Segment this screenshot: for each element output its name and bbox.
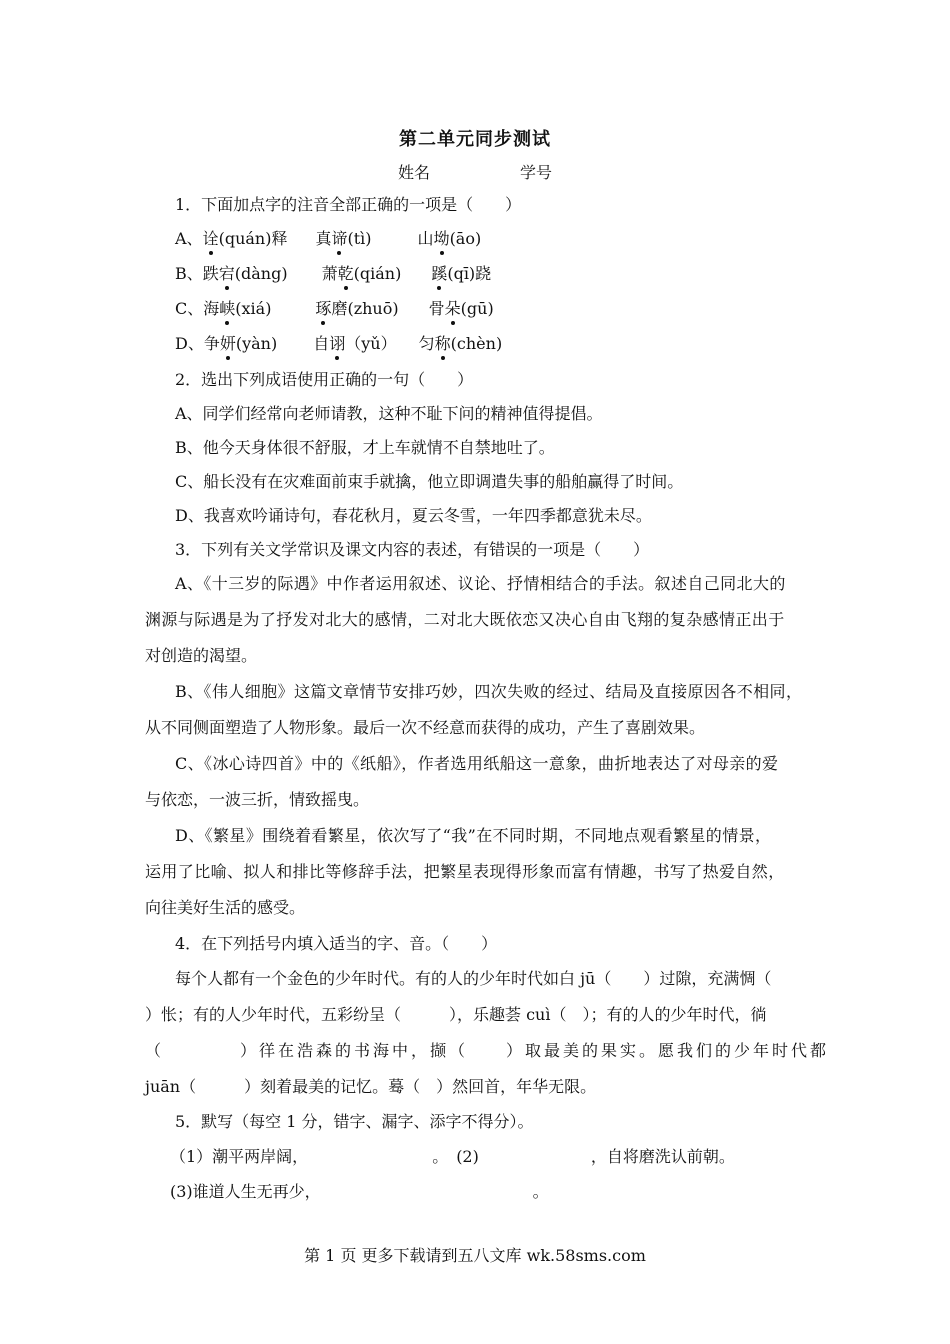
q3-option-d-line1: D、《繁星》围绕着看繁星，依次写了“我”在不同时期，不同地点观看繁星的情景， [175,826,772,845]
q4-passage-line1: 每个人都有一个金色的少年时代。有的人的少年时代如白 jū（ ）过隙，充满惆（ [175,969,772,988]
dotted-char: 称 [434,334,451,353]
q3-option-a-line1: A、《十三岁的际遇》中作者运用叙述、议论、抒情相结合的手法。叙述自己同北大的 [175,574,786,593]
q3-option-c-line1: C、《冰心诗四首》中的《纸船》，作者选用纸船这一意象，曲折地表达了对母亲的爱 [175,754,779,773]
q5-item2-text: ，自将磨洗认前朝。 [590,1147,735,1166]
dotted-char: 坳 [433,229,450,248]
dotted-char: 诩 [329,334,346,353]
q4-passage-line4: juān（ ）刻着最美的记忆。蓦（ ）然回首，年华无限。 [145,1077,597,1096]
page-title: 第二单元同步测试 [399,129,551,150]
q2-option-d: D、我喜欢吟诵诗句，春花秋月，夏云冬雪，一年四季都意犹未尽。 [175,506,652,525]
dotted-char: 谛 [331,229,348,248]
q5-stem: 5．默写（每空 1 分，错字、漏字、添字不得分）。 [175,1112,534,1131]
student-info-line [0,160,950,183]
q3-option-a-line3: 对创造的渴望。 [145,646,258,665]
q5-item3-end: 。 [532,1182,549,1201]
dotted-char: 诠 [202,229,219,248]
student-id-label: 学号 [520,163,553,182]
q1-option-d: D、争妍(yàn) 自诩（yǔ） 匀称(chèn) [175,334,503,353]
q3-option-b-line1: B、《伟人细胞》这篇文章情节安排巧妙，四次失败的经过、结局及直接原因各不相同， [175,682,803,701]
q1-option-b: B、跌宕(dàng) 萧乾(qián) 蹊(qī)跷 [175,264,492,283]
q5-item1-text: （1）潮平两岸阔， [170,1147,309,1166]
q4-passage-line3: （ ）徉在浩森的书海中，撷（ ）取最美的果实。愿我们的少年时代都 [145,1041,830,1060]
dotted-char: 峡 [219,299,236,318]
page-footer: 第 1 页 更多下载请到五八文库 wk.58sms.com [304,1246,646,1265]
q1-option-c: C、海峡(xiá) 琢磨(zhuō) 骨朵(gū) [175,299,494,318]
q2-option-c: C、船长没有在灾难面前束手就擒，他立即调遣失事的船舶赢得了时间。 [175,472,684,491]
q2-option-b: B、他今天身体很不舒服，才上车就情不自禁地吐了。 [175,438,555,457]
q4-passage-line2: ）怅；有的人少年时代，五彩纷呈（ ），乐趣荟 cuì（ ）；有的人的少年时代，徜 [145,1005,767,1024]
name-label: 姓名 [397,163,430,182]
q3-option-b-line2: 从不同侧面塑造了人物形象。最后一次不经意而获得的成功，产生了喜剧效果。 [145,718,706,737]
q5-item3-text: (3)谁道人生无再少， [170,1182,321,1201]
dotted-char: 朵 [444,299,461,318]
dotted-char: 妍 [219,334,236,353]
q3-option-c-line2: 与依恋，一波三折，情致摇曳。 [145,790,370,809]
q4-stem: 4．在下列括号内填入适当的字、音。（ ） [175,934,498,953]
q5-line1 [170,1146,840,1168]
dotted-char: 乾 [337,264,354,283]
q5-line2 [170,1181,840,1203]
q3-option-a-line2: 渊源与际遇是为了抒发对北大的感情，二对北大既依恋又决心自由飞翔的复杂感情正出于 [145,610,785,629]
q1-option-a: A、诠(quán)释 真谛(tì) 山坳(āo) [175,229,482,248]
dotted-char: 蹊 [431,264,448,283]
q3-stem: 3．下列有关文学常识及课文内容的表述，有错误的一项是（ ） [175,540,650,559]
q2-option-a: A、同学们经常向老师请教，这种不耻下问的精神值得提倡。 [175,404,603,423]
q2-stem: 2．选出下列成语使用正确的一句（ ） [175,370,474,389]
dotted-char: 琢 [315,299,332,318]
dotted-char: 宕 [218,264,235,283]
q3-option-d-line3: 向往美好生活的感受。 [145,898,306,917]
q5-item2-start: 。 (2) [432,1147,479,1166]
q1-stem: 1．下面加点字的注音全部正确的一项是（ ） [175,195,522,214]
q3-option-d-line2: 运用了比喻、拟人和排比等修辞手法，把繁星表现得形象而富有情趣，书写了热爱自然， [145,862,785,881]
